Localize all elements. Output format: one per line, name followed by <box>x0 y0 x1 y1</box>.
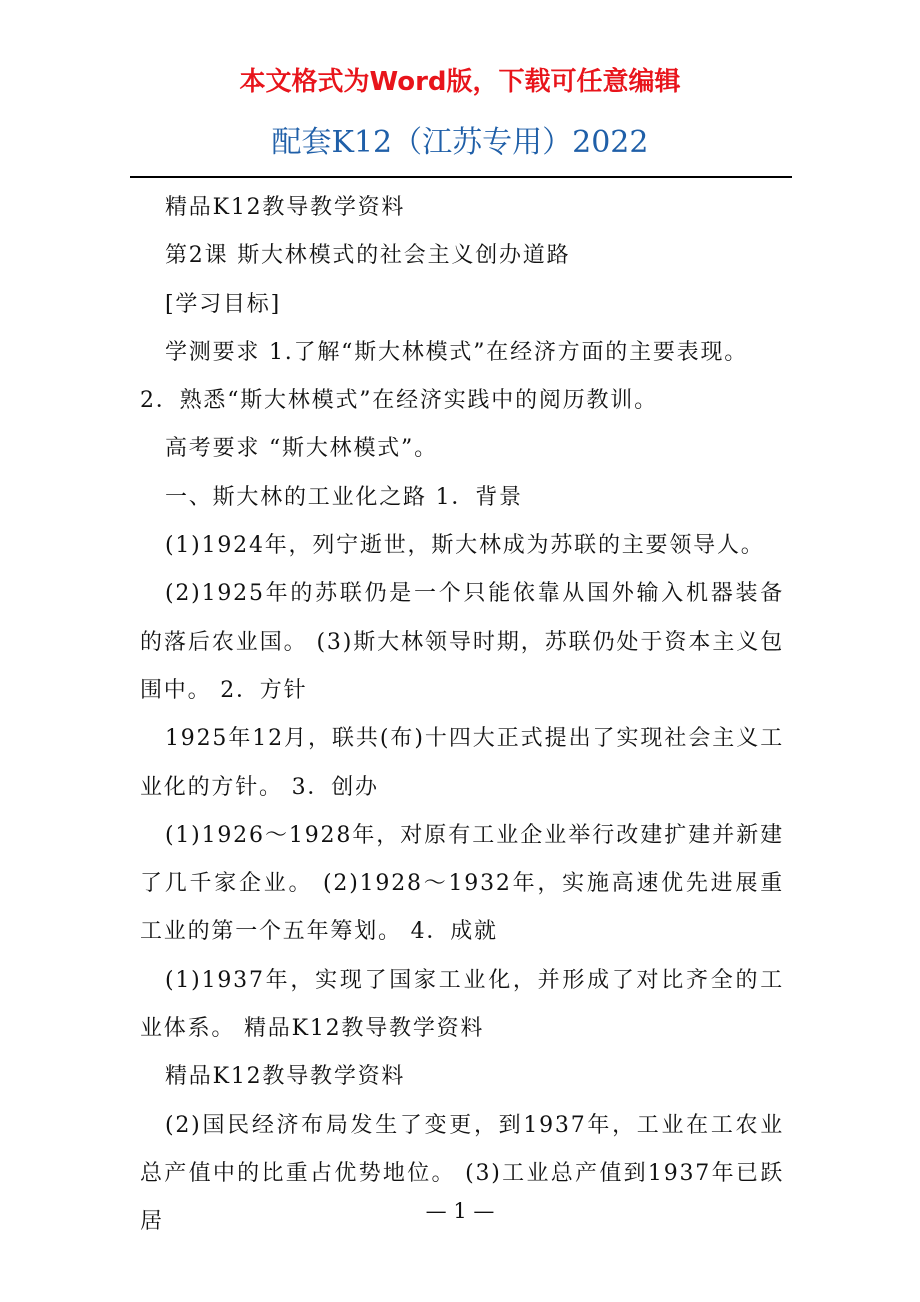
body-paragraph: 1925年12月，联共(布)十四大正式提出了实现社会主义工业化的方针。 3．创办 <box>140 726 784 800</box>
lesson-title: 第2课 斯大林模式的社会主义创办道路 <box>165 243 571 269</box>
header-divider <box>130 176 792 178</box>
body-paragraph: (1)1926～1928年，对原有工业企业举行改建扩建并新建了几千家企业。 (2)1928～1932年，实施高速优先进展重工业的第一个五年筹划。 4．成就 <box>140 822 784 945</box>
page-header-title: 配套K12（江苏专用）2022 <box>271 125 649 160</box>
section-heading: [学习目标] <box>165 291 281 317</box>
body-paragraph: (1)1937年，实现了国家工业化，并形成了对比齐全的工业体系。 精品K12教导教学资料 <box>140 967 784 1042</box>
body-paragraph: 2．熟悉“斯大林模式”在经济实践中的阅历教训。 <box>140 388 658 414</box>
page-number: — 1 — <box>425 1199 495 1223</box>
body-paragraph: (1)1924年，列宁逝世，斯大林成为苏联的主要领导人。 <box>165 533 765 559</box>
body-paragraph: 精品K12教导教学资料 <box>165 1064 406 1090</box>
body-paragraph: 精品K12教导教学资料 <box>165 195 406 220</box>
body-paragraph: (2)1925年的苏联仍是一个只能依靠从国外输入机器装备的落后农业国。 (3)斯大林领导时期，苏联仍处于资本主义包围中。 2．方针 <box>140 581 784 703</box>
document-banner: 本文格式为Word版，下载可任意编辑 <box>239 67 681 97</box>
document-body <box>140 184 784 1247</box>
section-heading: 一、斯大林的工业化之路 1．背景 <box>165 484 523 510</box>
body-paragraph: 学测要求 1.了解“斯大林模式”在经济方面的主要表现。 <box>165 339 749 365</box>
body-paragraph: 高考要求 “斯大林模式”。 <box>165 436 438 462</box>
body-paragraph: (2)国民经济布局发生了变更，到1937年，工业在工农业总产值中的比重占优势地位。 (3)工业总产值到1937年已跃居 <box>140 1112 784 1235</box>
